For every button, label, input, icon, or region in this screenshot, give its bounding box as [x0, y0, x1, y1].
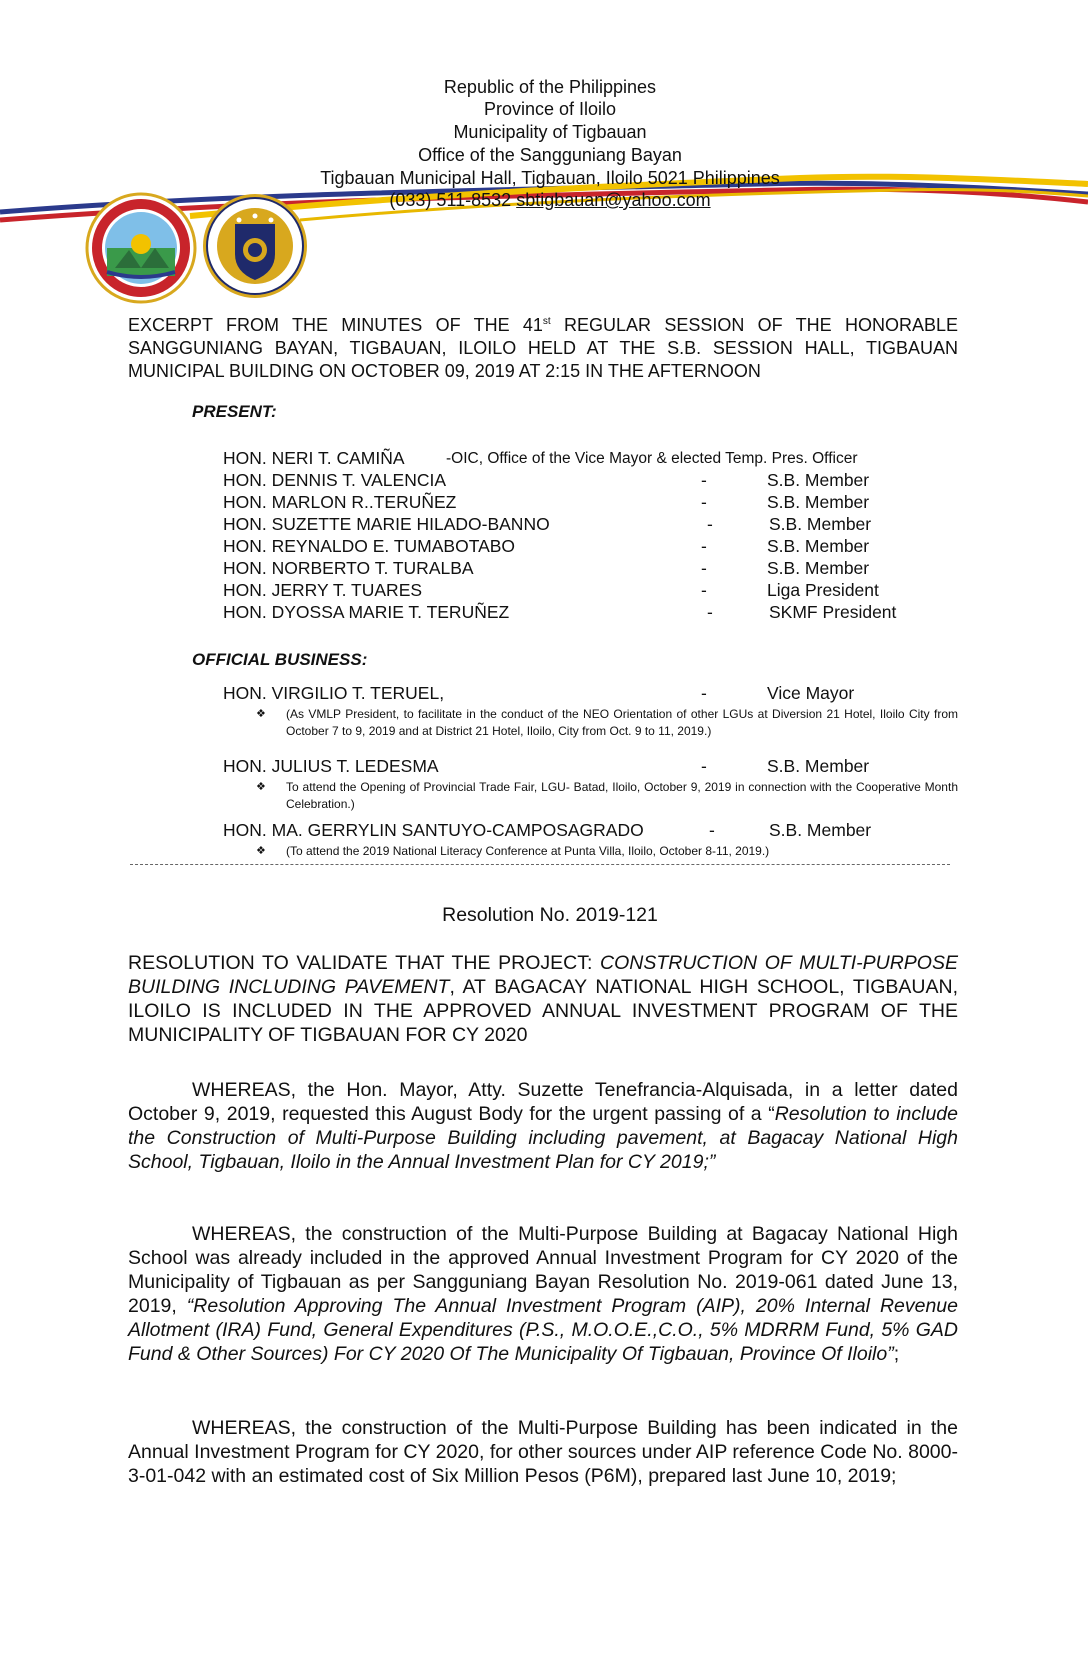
official-business-note	[258, 706, 958, 740]
attendee-row	[223, 470, 963, 492]
official-business-note	[258, 779, 958, 813]
attendee-name: HON. REYNALDO E. TUMABOTABO	[223, 536, 516, 556]
whereas2-end: ;	[893, 1343, 900, 1365]
title-text-c: , AT BAGACAY NATIONAL HIGH SCHOOL, TIGBAUAN, ILOILO IS INCLUDED IN THE APPROVED ANNUAL INVESTMENT PROGRAM OF THE MUNICIPALITY OF TIGBAUAN FOR CY 2020	[128, 976, 959, 1046]
attendee-name: HON. SUZETTE MARIE HILADO-BANNO	[223, 514, 550, 534]
whereas1-quote: Resolution to include the Construction of Multi-Purpose Building including pavement, at Bagacay National High School, Tigbauan, Iloilo in the Annual Investment Plan for CY 2019;”	[128, 1103, 958, 1173]
attendee-name: HON. NERI T. CAMIÑA	[223, 448, 405, 468]
note-text: To attend the Opening of Provincial Trade Fair, LGU- Batad, Iloilo, October 9, 2019 in connection with the Cooperative Month Celebration.)	[286, 780, 958, 811]
attendee-dash: -	[701, 683, 707, 703]
attendee-position: S.B. Member	[767, 558, 870, 578]
excerpt-text-b: REGULAR SESSION OF THE HONORABLE SANGGUNIANG BAYAN, TIGBAUAN, ILOILO HELD AT THE S.B. SESSION HALL, TIGBAUAN MUNICIPAL BUILDING ON OCTOBER 09, 2019 AT 2:15 IN THE AFTERNOON	[128, 315, 958, 381]
attendee-row	[223, 558, 963, 580]
header-address: Tigbauan Municipal Hall, Tigbauan, Iloilo 5021 Philippines	[320, 168, 780, 188]
whereas1-text: WHEREAS, the Hon. Mayor, Atty. Suzette Tenefrancia-Alquisada, in a letter dated October 9, 2019, requested this August Body for the urgent passing of a “	[128, 1079, 958, 1125]
attendee-dash: -	[701, 536, 707, 556]
attendee-position: Vice Mayor	[767, 683, 855, 703]
attendee-row	[223, 602, 963, 624]
attendee-name: HON. NORBERTO T. TURALBA	[223, 558, 474, 578]
attendee-name: HON. MARLON R..TERUÑEZ	[223, 492, 457, 512]
official-business-row	[223, 820, 963, 842]
attendee-dash: -	[701, 558, 707, 578]
excerpt-text-a: EXCERPT FROM THE MINUTES OF THE 41	[128, 315, 543, 335]
present-heading: PRESENT:	[192, 402, 277, 421]
attendee-position: SKMF President	[769, 602, 897, 622]
header-province: Province of Iloilo	[483, 99, 617, 119]
attendee-row	[223, 514, 963, 536]
header-municipality: Municipality of Tigbauan	[453, 122, 647, 142]
attendee-position: S.B. Member	[769, 820, 872, 840]
attendee-row	[223, 536, 963, 558]
attendee-dash: -	[701, 470, 707, 490]
attendee-name: HON. MA. GERRYLIN SANTUYO-CAMPOSAGRADO	[223, 820, 644, 840]
header-republic: Republic of the Philippines	[443, 77, 657, 97]
official-business-note	[258, 843, 958, 860]
resolution-title	[128, 951, 958, 1047]
official-business-row	[223, 756, 963, 778]
attendee-row	[223, 580, 963, 602]
attendee-dash: -	[701, 756, 707, 776]
attendee-dash: -	[707, 602, 713, 622]
excerpt-ordinal: st	[542, 316, 551, 327]
whereas2-text: WHEREAS, the construction of the Multi-Purpose Building at Bagacay National High School was already included in the approved Annual Investment Program for CY 2020 of the Municipality of Tigbauan as per Sangguniang Bayan Resolution No. 2019-061 dated June 13, 2019,	[128, 1223, 958, 1317]
attendee-dash: -	[709, 820, 715, 840]
header-phone: (033) 511-8532	[389, 190, 512, 210]
attendee-position: S.B. Member	[769, 514, 872, 534]
resolution-number: Resolution No. 2019-121	[442, 904, 658, 926]
attendee-name: HON. JERRY T. TUARES	[223, 580, 423, 600]
attendee-name: HON. DENNIS T. VALENCIA	[223, 470, 447, 490]
attendee-row	[223, 448, 963, 470]
note-text: (As VMLP President, to facilitate in the conduct of the NEO Orientation of other LGUs at Diversion 21 Hotel, Iloilo City from October 7 to 9, 2019 and at District 21 Hotel, Iloilo, City from Oct. 9 to 11, 2019.)	[286, 707, 958, 738]
whereas-paragraph-1	[128, 1078, 958, 1174]
attendee-dash: -	[701, 492, 707, 512]
attendee-name: HON. DYOSSA MARIE T. TERUÑEZ	[223, 602, 510, 622]
attendee-row	[223, 492, 963, 514]
whereas-paragraph-2	[128, 1222, 958, 1366]
title-text-a: RESOLUTION TO VALIDATE THAT THE PROJECT:	[128, 952, 601, 974]
official-business-row	[223, 683, 963, 705]
title-project-name: CONSTRUCTION OF MULTI-PURPOSE BUILDING INCLUDING PAVEMENT	[128, 952, 958, 998]
diamond-bullet-icon: ❖	[256, 781, 266, 793]
note-text: (To attend the 2019 National Literacy Conference at Punta Villa, Iloilo, October 8-11, 2019.)	[286, 844, 770, 858]
header-contact	[0, 189, 1088, 211]
diamond-bullet-icon: ❖	[256, 708, 266, 720]
header-email-link[interactable]: sbtigbauan@yahoo.com	[516, 190, 711, 210]
attendee-position: S.B. Member	[767, 756, 870, 776]
official-business-heading: OFFICIAL BUSINESS:	[192, 650, 368, 669]
attendee-position: -OIC, Office of the Vice Mayor & elected Temp. Pres. Officer	[446, 450, 858, 467]
attendee-position: S.B. Member	[767, 492, 870, 512]
whereas2-quote: “Resolution Approving The Annual Investment Program (AIP), 20% Internal Revenue Allotment (IRA) Fund, General Expenditures (P.S., M.O.O.E.,C.O., 5% MDRRM Fund, 5% GAD Fund & Other Sources) For CY 2020 Of The Municipality Of Tigbauan, Province Of Iloilo”	[128, 1295, 958, 1365]
whereas-paragraph-3: WHEREAS, the construction of the Multi-Purpose Building has been indicated in the Annual Investment Program for CY 2020, for other sources under AIP reference Code No. 8000-3-01-042 with an estimated cost of Six Million Pesos (P6M), prepared last June 10, 2019;	[128, 1417, 958, 1487]
diamond-bullet-icon: ❖	[256, 845, 266, 857]
attendee-position: S.B. Member	[767, 536, 870, 556]
minutes-excerpt	[128, 310, 958, 383]
attendee-dash: -	[707, 514, 713, 534]
attendee-name: HON. VIRGILIO T. TERUEL,	[223, 683, 445, 703]
attendee-name: HON. JULIUS T. LEDESMA	[223, 756, 439, 776]
attendee-dash: -	[701, 580, 707, 600]
dashed-separator	[130, 864, 950, 865]
attendee-position: S.B. Member	[767, 470, 870, 490]
header-office: Office of the Sangguniang Bayan	[418, 145, 682, 165]
attendee-position: Liga President	[767, 580, 879, 600]
